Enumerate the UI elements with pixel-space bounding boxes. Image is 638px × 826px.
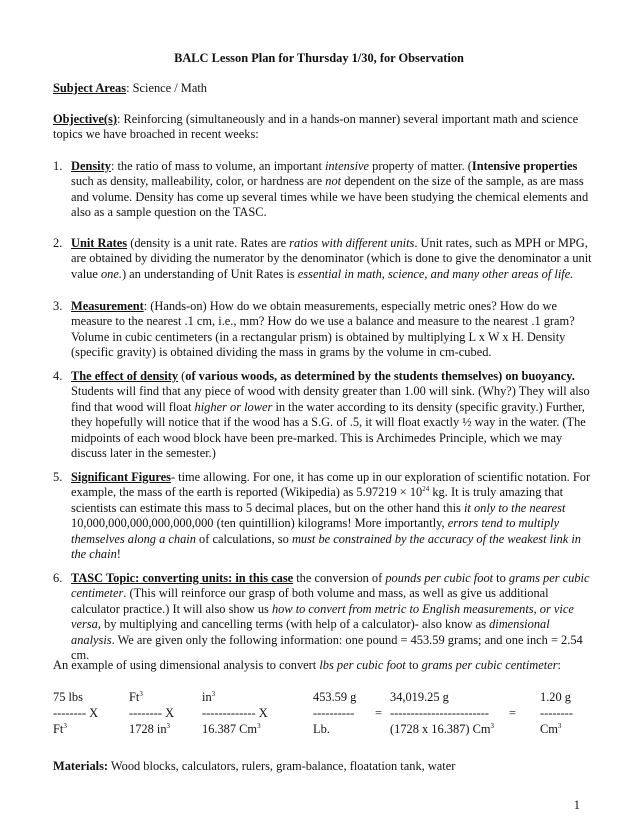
exponent: 3 xyxy=(211,690,216,698)
conv-term: 453.59 g xyxy=(313,690,357,704)
subject-label: Subject Areas xyxy=(53,81,127,95)
item-emphasis: ratios with different units xyxy=(289,236,415,250)
item-text: dependent on the size of the sample, as are mass and volume. Density has come up several times while we have been studying the chemical elements and also as a sample question on the TASC. xyxy=(71,174,589,220)
item-text: ) an understanding of Unit Rates is xyxy=(121,266,298,281)
subject-value: : Science / Math xyxy=(126,81,207,95)
conv-divider: -------- X xyxy=(53,706,99,720)
item-emphasis: it only to the nearest xyxy=(463,500,566,515)
materials-value: Wood blocks, calculators, rulers, gram-balance, floatation tank, water xyxy=(108,759,456,773)
item-text: to xyxy=(493,571,509,585)
conv-divider: -------- X xyxy=(129,706,175,720)
item-bold: of various woods, as determined by the students themselves) on buoyancy. xyxy=(185,369,575,383)
objective-value: : Reinforcing (simultaneously and in a hands-on manner) several important math and science topics we have broached in recent weeks: xyxy=(53,112,579,142)
conv-unit: Ft xyxy=(53,722,64,736)
equals-sign: = xyxy=(375,706,382,720)
item-number: 4. xyxy=(53,369,63,383)
conv-term: 34,019.25 g xyxy=(390,690,449,704)
item-text: in the water according to its density (specific gravity.) Further, they hopefully will notice that if the wood has a S.G. of .5, it will float exactly ½ way in the water. (The midpoints of each wood block have been pre-marked. This is Archimedes Principle, which we may discuss later in the semester.) xyxy=(71,399,586,461)
item-emphasis: grams per cubic centimeter xyxy=(71,571,590,601)
example-emphasis: grams per cubic centimeter xyxy=(421,658,558,672)
item-text: ! xyxy=(116,547,121,562)
item-bold: Intensive properties xyxy=(471,159,578,173)
item-text: of calculations, so xyxy=(195,531,292,546)
conv-term xyxy=(53,722,67,737)
item-emphasis: pounds per cubic foot xyxy=(385,571,494,585)
conv-divider: ------------------------ xyxy=(390,706,490,720)
exponent: 3 xyxy=(257,722,261,730)
item-text: 10,000,000,000,000,000,000 (ten quintillion) kilograms! More importantly, xyxy=(71,516,448,531)
item-text: the conversion of xyxy=(293,571,386,585)
exponent: 24 xyxy=(422,485,430,494)
item-emphasis: errors tend to multiply themselves along a chain xyxy=(71,516,560,546)
item-text: such as density, malleability, color, or hardness are xyxy=(71,174,326,189)
conv-divider: ------------- X xyxy=(202,706,268,720)
item-text: kg. It is truly amazing that scientists can estimate this mass to 5 decimal places, but on the other hand this xyxy=(71,485,564,515)
conv-term xyxy=(202,690,215,705)
item-emphasis: not xyxy=(325,174,342,189)
item-emphasis: must be constrained by the accuracy of the weakest link in the chain xyxy=(71,531,581,562)
item-emphasis: intensive xyxy=(324,159,370,173)
objective-label: Objective(s) xyxy=(53,112,117,126)
exponent: 3 xyxy=(139,690,143,698)
item-number: 3. xyxy=(53,299,63,313)
item-text: . Unit rates, such as MPH or MPG, are obtained by dividing the numerator by the denominator (which is done to give the denominator a unit value xyxy=(71,236,592,281)
conv-unit: 16.387 Cm xyxy=(202,722,258,736)
list-item-unit-rates xyxy=(53,236,593,282)
exponent: 3 xyxy=(63,722,67,730)
conv-result xyxy=(540,722,561,737)
item-heading: TASC Topic: converting units: in this case xyxy=(71,571,294,585)
conv-term: Lb. xyxy=(313,722,330,736)
item-text: property of matter. ( xyxy=(369,159,472,173)
conv-term xyxy=(129,690,143,705)
subject-areas xyxy=(53,81,593,96)
list-item-density-effect xyxy=(53,369,593,461)
conv-term: 75 lbs xyxy=(53,690,83,704)
item-text: , by multiplying and cancelling terms (with help of a calculator)- also know as xyxy=(97,617,490,632)
item-heading: Measurement xyxy=(71,299,144,313)
item-number: 6. xyxy=(53,571,63,585)
conv-unit: Ft xyxy=(129,690,140,704)
example-text: to xyxy=(405,658,422,672)
exponent: 3 xyxy=(166,722,171,730)
item-emphasis: dimensional analysis xyxy=(71,617,550,647)
example-text: An example of using dimensional analysis to convert xyxy=(53,658,320,672)
page-title: BALC Lesson Plan for Thursday 1/30, for Observation xyxy=(174,51,464,65)
example-text: : xyxy=(557,658,561,672)
objectives xyxy=(53,112,593,143)
equals-sign: = xyxy=(509,706,516,720)
item-heading: Significant Figures xyxy=(71,470,171,484)
item-text: : the ratio of mass to volume, an important xyxy=(110,159,325,173)
conv-unit: 1728 in xyxy=(129,722,167,736)
item-text: (density is a unit rate. Rates are xyxy=(127,236,290,250)
item-number: 5. xyxy=(53,470,63,484)
item-text: Students will find that any piece of wood with density greater than 1.00 will sink. (Why?) They will also find that wood will float xyxy=(71,384,590,414)
item-heading: Unit Rates xyxy=(71,236,128,250)
item-number: 1. xyxy=(53,159,63,173)
item-text: - time allowing. For one, it has come up in our exploration of scientific notation. For example, the mass of the earth is reported (Wikipedia) as 5.97219 × 10 xyxy=(71,470,591,500)
item-number: 2. xyxy=(53,236,63,250)
list-item-density xyxy=(53,159,593,221)
materials xyxy=(53,759,593,774)
item-emphasis: higher or lower xyxy=(194,399,273,414)
conv-unit: (1728 x 16.387) Cm xyxy=(390,722,491,736)
item-emphasis: one. xyxy=(100,266,122,281)
example-intro xyxy=(53,658,593,673)
item-heading: Density xyxy=(71,159,111,173)
item-text: ( xyxy=(178,369,186,383)
list-item-measurement xyxy=(53,299,593,361)
item-emphasis: essential in math, science, and many other areas of life. xyxy=(297,266,574,281)
conversion-calculation xyxy=(53,690,598,738)
conv-divider: ---------- xyxy=(313,706,355,720)
conv-result: 1.20 g xyxy=(540,690,571,704)
item-emphasis: how to convert from metric to English measurements, or vice versa xyxy=(71,601,574,632)
conv-term xyxy=(129,722,170,737)
exponent: 3 xyxy=(490,722,494,730)
conv-term xyxy=(390,722,494,737)
conv-unit: Cm xyxy=(540,722,558,736)
conv-unit: in xyxy=(202,690,212,704)
item-text: . We are given only the following information: one pound = 453.59 grams; and one inch = 2.54 cm. xyxy=(71,632,583,663)
page-number: 1 xyxy=(573,798,580,812)
exponent: 3 xyxy=(557,722,562,730)
materials-label: Materials: xyxy=(53,759,109,773)
example-emphasis: lbs per cubic foot xyxy=(319,658,406,672)
item-text: : (Hands-on) How do we obtain measurements, especially metric ones? How do we measure to the nearest .1 cm, i.e., mm? How do we use a balance and measure to the nearest .1 gram? Volume in cubic centimeters (in a rectangular prism) is obtained by multiplying L x W x H. Density (specific gravity) is obtained dividing the mass in grams by the volume in cm-cubed. xyxy=(71,299,575,360)
list-item-tasc-topic xyxy=(53,571,593,663)
item-text: . (This will reinforce our grasp of both volume and mass, as well as give us additional calculator practice.) It will also show us xyxy=(71,586,549,616)
list-item-significant-figures xyxy=(53,470,593,562)
conv-divider: -------- xyxy=(540,706,574,720)
item-heading: The effect of density xyxy=(71,369,179,383)
conv-term xyxy=(202,722,261,737)
